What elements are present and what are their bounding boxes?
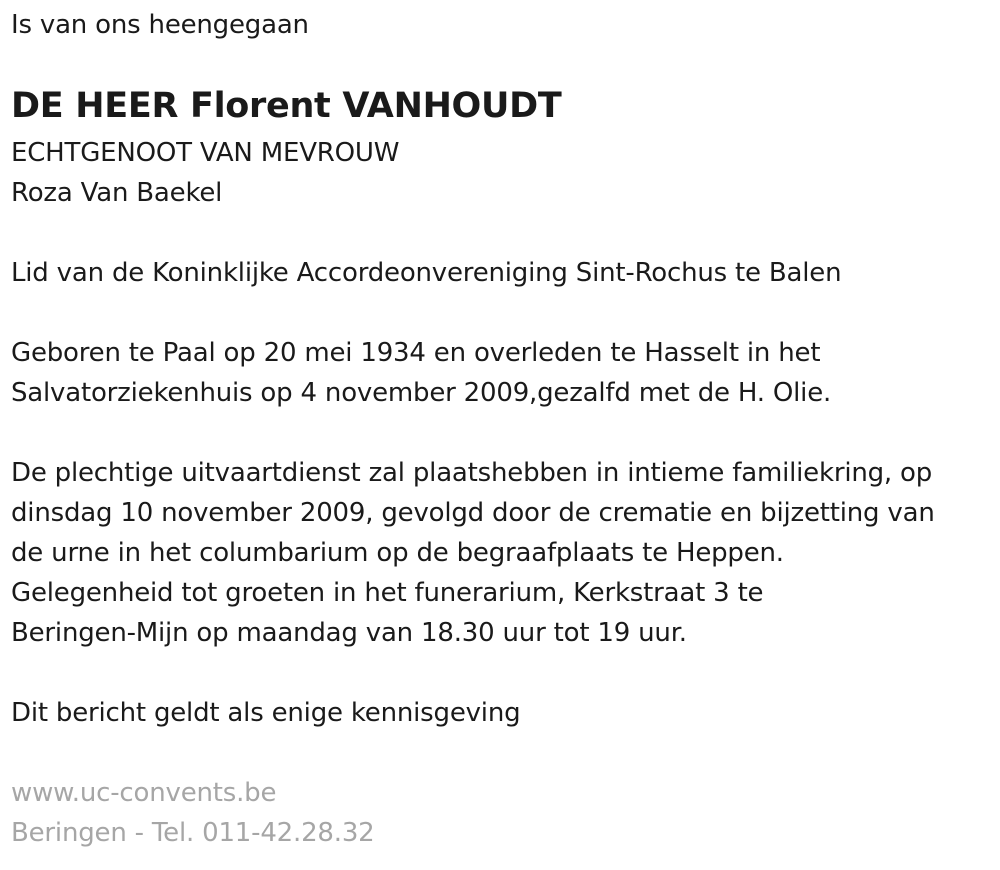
- funeral-paragraph: [11, 453, 935, 653]
- closing-text: Dit bericht geldt als enige kennisgeving: [11, 698, 521, 728]
- deceased-name: DE HEER Florent VANHOUDT: [11, 86, 562, 126]
- spouse-name: Roza Van Baekel: [11, 178, 223, 208]
- paragraph-line: dinsdag 10 november 2009, gevolgd door de crematie en bijzetting van: [11, 498, 935, 528]
- footer-contact: Beringen - Tel. 011-42.28.32: [11, 818, 375, 848]
- footer-website: www.uc-convents.be: [11, 778, 277, 808]
- paragraph-line: Gelegenheid tot groeten in het funerarium, Kerkstraat 3 te: [11, 578, 764, 608]
- paragraph-line: Salvatorziekenhuis op 4 november 2009,gezalfd met de H. Olie.: [11, 378, 832, 408]
- paragraph-line: de urne in het columbarium op de begraafplaats te Heppen.: [11, 538, 784, 568]
- paragraph-line: Geboren te Paal op 20 mei 1934 en overleden te Hasselt in het: [11, 338, 821, 368]
- footer: [11, 773, 375, 853]
- spouse-label: ECHTGENOOT VAN MEVROUW: [11, 138, 400, 168]
- birth-death-paragraph: [11, 333, 831, 413]
- intro-text: Is van ons heengegaan: [11, 10, 309, 40]
- paragraph-line: De plechtige uitvaartdienst zal plaatshebben in intieme familiekring, op: [11, 458, 933, 488]
- membership-text: Lid van de Koninklijke Accordeonvereniging Sint-Rochus te Balen: [11, 258, 842, 288]
- paragraph-line: Beringen-Mijn op maandag van 18.30 uur tot 19 uur.: [11, 618, 687, 648]
